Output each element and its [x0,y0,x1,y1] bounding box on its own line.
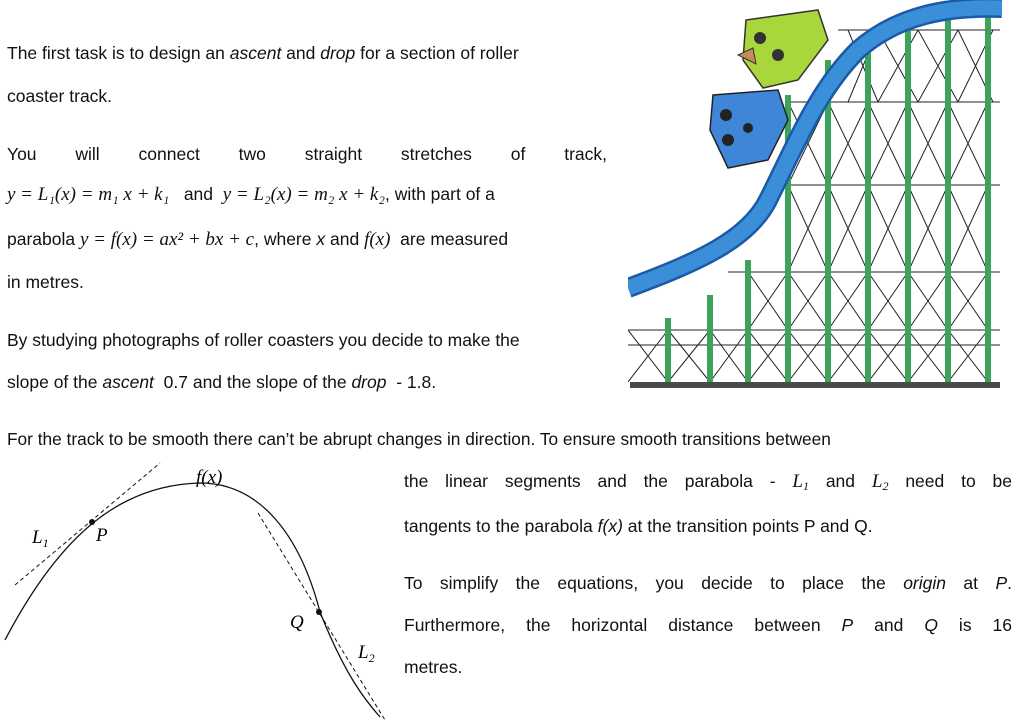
parabola-curve [5,483,380,717]
label-l1: $L_1$ [32,527,49,550]
origin-line-3: metres. [404,657,463,677]
equation-l2: y = L₂(x) = m₂ x + k₂ [222,184,385,205]
lattice-frame [628,30,1000,382]
point-q [316,609,322,615]
roller-coaster-illustration [628,0,1002,390]
drop-word: drop [320,43,356,63]
smooth-line-2: the linear segments and the parabola - $L_1$ and $L_2$ need to be [404,471,1013,493]
parabola-diagram [0,455,400,723]
origin-line-2: Furthermore, the horizontal distance between P and Q is 16 [404,615,1013,635]
label-p: P [96,525,108,546]
intro-line-2: coaster track. [7,86,113,106]
label-q: Q [290,612,304,633]
connect-line-3: parabola y = f(x) = ax² + bx + c, where x and f(x) are measured [7,229,509,250]
origin-line-1: To simplify the equations, you decide to place the origin at P. [404,573,1012,593]
slope-line-2: slope of the ascent 0.7 and the slope of the drop - 1.8. [7,372,437,392]
blue-car [710,90,788,168]
ascent-slope-value: 0.7 [163,372,188,392]
tangent-l2 [258,513,385,720]
green-car [738,10,828,88]
ground-bar [630,382,1000,388]
equation-parabola: y = f(x) = ax² + bx + c [80,229,255,250]
point-p [89,519,95,525]
label-fx: f(x) [196,467,223,488]
label-l2: $L_2$ [358,642,375,665]
smooth-line-3: tangents to the parabola f(x) at the transition points P and Q. [404,516,873,536]
intro-line-1: The first task is to design an ascent and drop for a section of roller [7,43,519,63]
ascent-word: ascent [229,43,282,63]
connect-line-4: in metres. [7,272,84,292]
connect-line-1: You will connect two straight stretches of track, [7,144,607,164]
connect-line-2: y = L₁(x) = m₁ x + k₁ and y = L₂(x) = m₂ x + k₂, with part of a [7,184,495,205]
slope-line-1: By studying photographs of roller coasters you decide to make the [7,330,520,350]
smooth-line-1: For the track to be smooth there can’t be abrupt changes in direction. To ensure smooth transitions between [7,429,831,449]
equation-l1: y = L₁(x) = m₁ x + k₁ [7,184,170,205]
tangent-l1 [15,463,160,585]
drop-slope-value: - 1.8. [396,372,437,392]
